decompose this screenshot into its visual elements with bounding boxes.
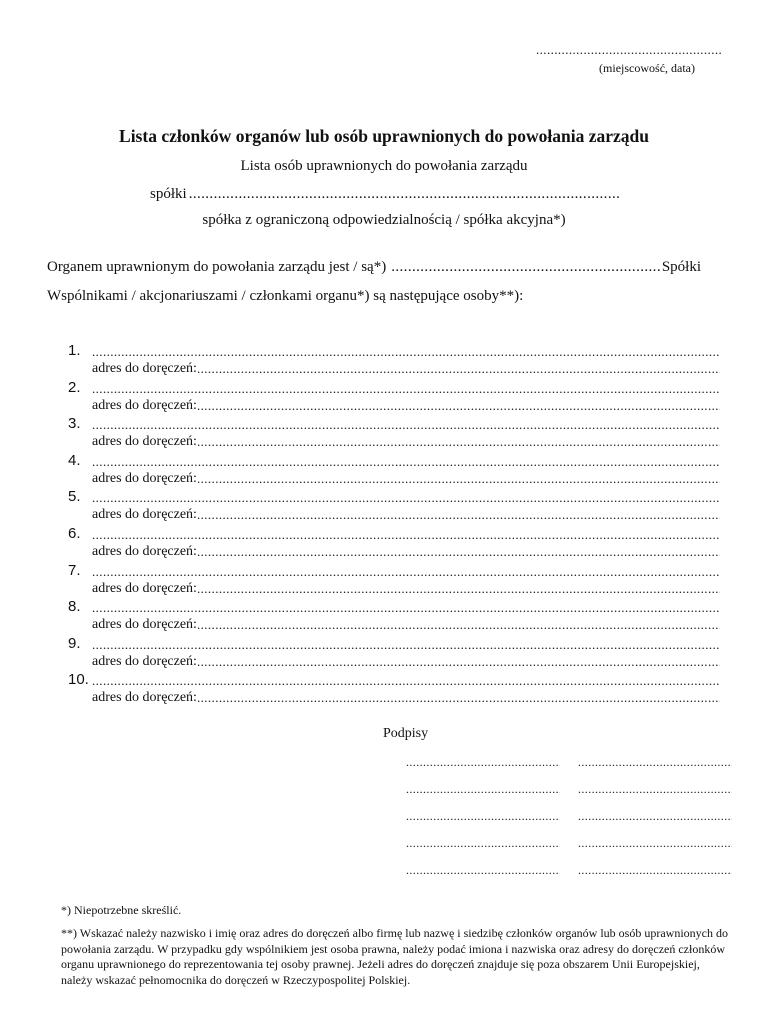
entry-address-row <box>92 580 720 598</box>
entry-address-label: adres do doręczeń: <box>92 397 197 413</box>
entry-address-row <box>92 543 720 561</box>
entry-address-label: adres do doręczeń: <box>92 507 197 523</box>
list-item <box>68 379 720 416</box>
list-item <box>68 598 720 635</box>
entry-address-label: adres do doręczeń: <box>92 653 197 669</box>
entry-address-line[interactable] <box>197 397 720 415</box>
entry-number: 10. <box>68 671 89 689</box>
place-date-label: (miejscowość, data) <box>599 61 695 75</box>
entry-name-line[interactable] <box>92 637 720 653</box>
authorized-organ-text: Organem uprawnionym do powołania zarządu jest / są*) <box>47 259 387 275</box>
entry-number: 3. <box>68 415 81 433</box>
document-subtitle: Lista osób uprawnionych do powołania zarządu <box>240 158 528 174</box>
signature-line[interactable] <box>406 810 560 837</box>
company-label: spółki <box>150 186 187 202</box>
authorized-organ-suffix: Spółki <box>661 259 701 275</box>
entry-number: 9. <box>68 634 81 652</box>
signature-line[interactable] <box>406 756 560 783</box>
entry-name-line[interactable] <box>92 381 720 397</box>
entry-address-line[interactable] <box>197 653 720 671</box>
entry-address-row <box>92 433 720 451</box>
signature-line[interactable] <box>578 783 732 810</box>
signature-line[interactable] <box>578 864 732 891</box>
list-item <box>68 415 720 452</box>
list-item <box>68 488 720 525</box>
entry-address-line[interactable] <box>197 580 720 598</box>
entry-address-label: adres do doręczeń: <box>92 434 197 450</box>
entry-address-line[interactable] <box>197 689 720 707</box>
signature-line[interactable] <box>406 783 560 810</box>
entry-name-line[interactable] <box>92 417 720 433</box>
footnote-2: **) Wskazać należy nazwisko i imię oraz adres do doręczeń albo firmę lub nazwę i siedzibę członków organów lub osób uprawnionych do powołania zarządu. W przypadku gdy wspólnikiem jest osoba prawna, należy podać imiona i nazwiska oraz adresy do doręczeń członków organu uprawnionego do reprezentowania tej osoby prawnej. Jeżeli adres do doręczeń znajduje się poza obszarem Unii Europejskiej, należy wskazać pełnomocnika do doręczeń w Rzeczypospolitej Polskiej. <box>61 926 728 987</box>
entry-address-label: adres do doręczeń: <box>92 361 197 376</box>
place-date-line[interactable] <box>536 42 722 58</box>
entry-address-line[interactable] <box>197 616 720 634</box>
entry-number: 1. <box>68 342 81 359</box>
entry-address-label: adres do doręczeń: <box>92 470 197 486</box>
list-item <box>68 452 720 489</box>
entry-address-label: adres do doręczeń: <box>92 690 197 706</box>
signature-column-right <box>578 756 732 891</box>
entry-address-row <box>92 653 720 671</box>
company-type-line: spółka z ograniczoną odpowiedzialnością / spółka akcyjna*) <box>202 212 566 228</box>
entry-address-row <box>92 616 720 634</box>
entry-address-label: adres do doręczeń: <box>92 617 197 633</box>
entry-address-line[interactable] <box>197 543 720 561</box>
entry-number: 8. <box>68 598 81 616</box>
list-item <box>68 525 720 562</box>
entry-number: 5. <box>68 488 81 506</box>
entry-name-line[interactable] <box>92 673 720 689</box>
signature-line[interactable] <box>406 864 560 891</box>
entry-number: 7. <box>68 561 81 579</box>
entry-address-row <box>92 506 720 524</box>
signature-line[interactable] <box>578 756 732 783</box>
entry-address-label: adres do doręczeń: <box>92 543 197 559</box>
entry-address-row <box>92 360 720 378</box>
list-item <box>68 671 720 708</box>
company-name-line[interactable] <box>189 186 620 203</box>
entry-number: 2. <box>68 378 81 396</box>
list-item <box>68 562 720 599</box>
entry-address-label: adres do doręczeń: <box>92 580 197 596</box>
entry-address-line[interactable] <box>197 360 720 378</box>
entry-number: 6. <box>68 524 81 542</box>
entry-number: 4. <box>68 451 81 469</box>
entry-address-row <box>92 470 720 488</box>
signature-line[interactable] <box>406 837 560 864</box>
entry-name-line[interactable] <box>92 454 720 470</box>
entry-address-row <box>92 397 720 415</box>
signature-line[interactable] <box>578 837 732 864</box>
signature-column-left <box>406 756 560 891</box>
entry-name-line[interactable] <box>92 527 720 543</box>
list-item <box>68 635 720 672</box>
document-title: Lista członków organów lub osób uprawnionych do powołania zarządu <box>119 126 649 146</box>
footnote-1: *) Niepotrzebne skreślić. <box>61 903 182 917</box>
signature-line[interactable] <box>578 810 732 837</box>
signatures-label: Podpisy <box>383 726 429 741</box>
entry-name-line[interactable] <box>92 564 720 580</box>
entry-address-line[interactable] <box>197 470 720 488</box>
entry-address-line[interactable] <box>197 433 720 451</box>
entry-name-line[interactable] <box>92 600 720 616</box>
entry-address-row <box>92 689 720 707</box>
persons-list <box>68 342 720 708</box>
company-name-row <box>150 186 620 203</box>
entry-address-line[interactable] <box>197 506 720 524</box>
list-item <box>68 342 720 379</box>
partners-statement: Wspólnikami / akcjonariuszami / członkami organu*) są następujące osoby**): <box>47 288 524 304</box>
entry-name-line[interactable] <box>92 490 720 506</box>
authorized-organ-line[interactable] <box>391 259 660 276</box>
authorized-organ-row <box>47 259 701 276</box>
entry-name-line[interactable] <box>92 344 720 360</box>
